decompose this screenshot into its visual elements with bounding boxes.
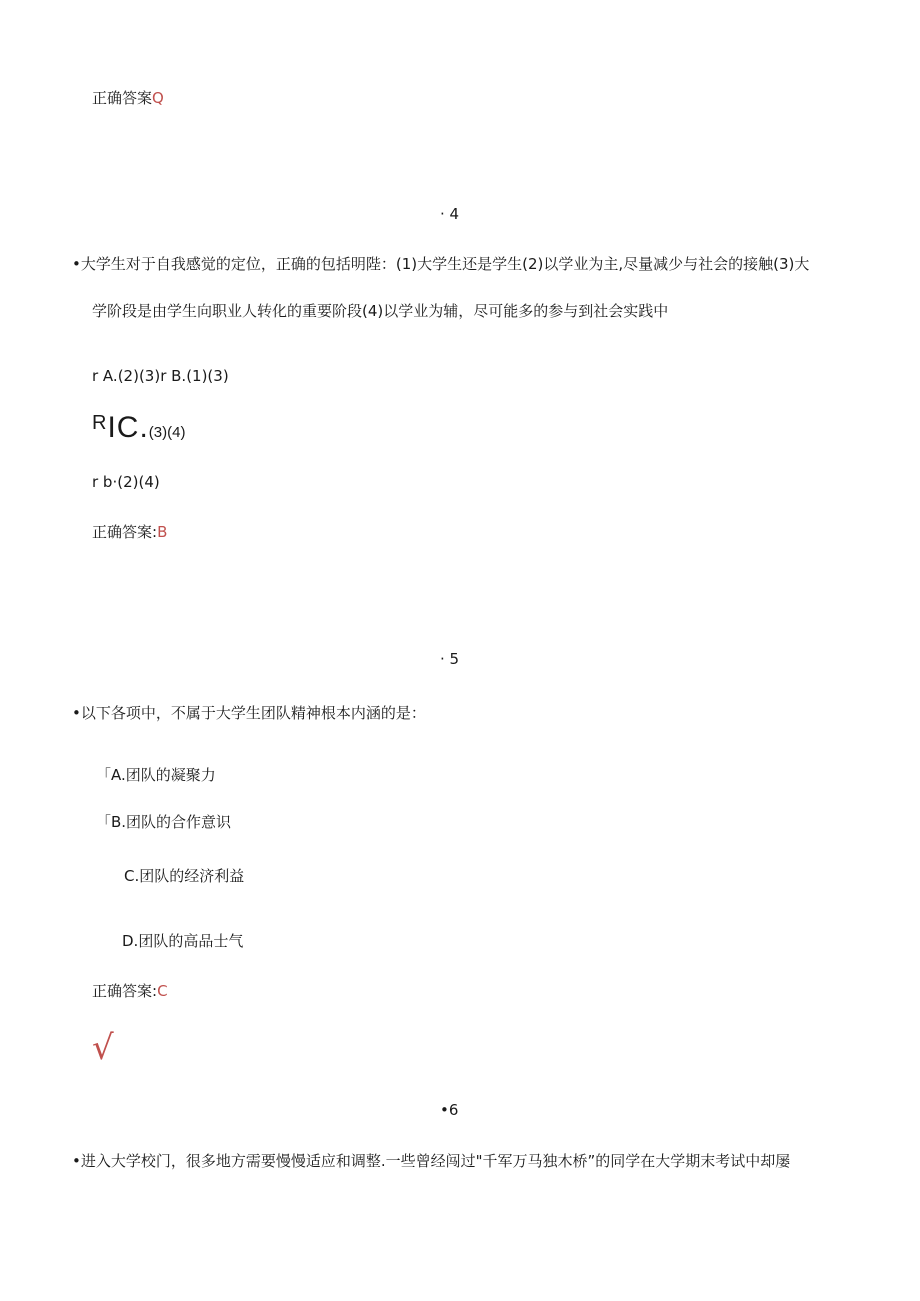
q5-answer-line xyxy=(92,981,168,1001)
radio-selected-marker: R xyxy=(92,412,108,434)
question-number: · 5 xyxy=(440,650,460,668)
answer-value: B xyxy=(157,523,168,541)
question-stem: •以下各项中，不属于大学生团队精神根本内涵的是： xyxy=(72,704,426,722)
answer-label: 正确答案: xyxy=(92,523,158,541)
answer-label: 正确答案: xyxy=(92,982,158,1000)
answer-value: Q xyxy=(152,89,164,107)
question-number: · 4 xyxy=(440,205,460,223)
option-c-label: IC. xyxy=(107,411,149,444)
option-c-selected[interactable] xyxy=(92,406,185,450)
question-number: •6 xyxy=(440,1101,459,1119)
option-b[interactable]: 「B.团队的合作意识 xyxy=(96,813,232,831)
answer-label: 正确答案 xyxy=(92,89,153,107)
question-stem-line-2: 学阶段是由学生向职业人转化的重要阶段(4)以学业为辅，尽可能多的参与到社会实践中 xyxy=(92,302,669,320)
option-c[interactable]: C.团队的经济利益 xyxy=(124,867,245,885)
option-d[interactable]: r b·(2)(4) xyxy=(92,473,160,491)
answer-value: C xyxy=(157,982,168,1000)
option-d[interactable]: D.团队的高品士气 xyxy=(122,932,244,950)
question-stem-line-1: •大学生对于自我感觉的定位，正确的包括明陛：(1)大学生还是学生(2)以学业为主,尽量减少与社会的接触(3)大 xyxy=(72,255,810,273)
option-ab[interactable]: r A.(2)(3)r B.(1)(3) xyxy=(92,367,229,385)
q4-answer-line xyxy=(92,522,167,542)
question-stem: •进入大学校门，很多地方需要慢慢适应和调整.一些曾经闯过"千军万马独木桥”的同学在大学期末考试中却屡 xyxy=(72,1152,791,1170)
q3-answer-line xyxy=(92,88,164,108)
check-mark-icon: √ xyxy=(92,1028,114,1068)
option-c-text: (3)(4) xyxy=(148,424,186,441)
option-a[interactable]: 「A.团队的凝聚力 xyxy=(96,766,216,784)
